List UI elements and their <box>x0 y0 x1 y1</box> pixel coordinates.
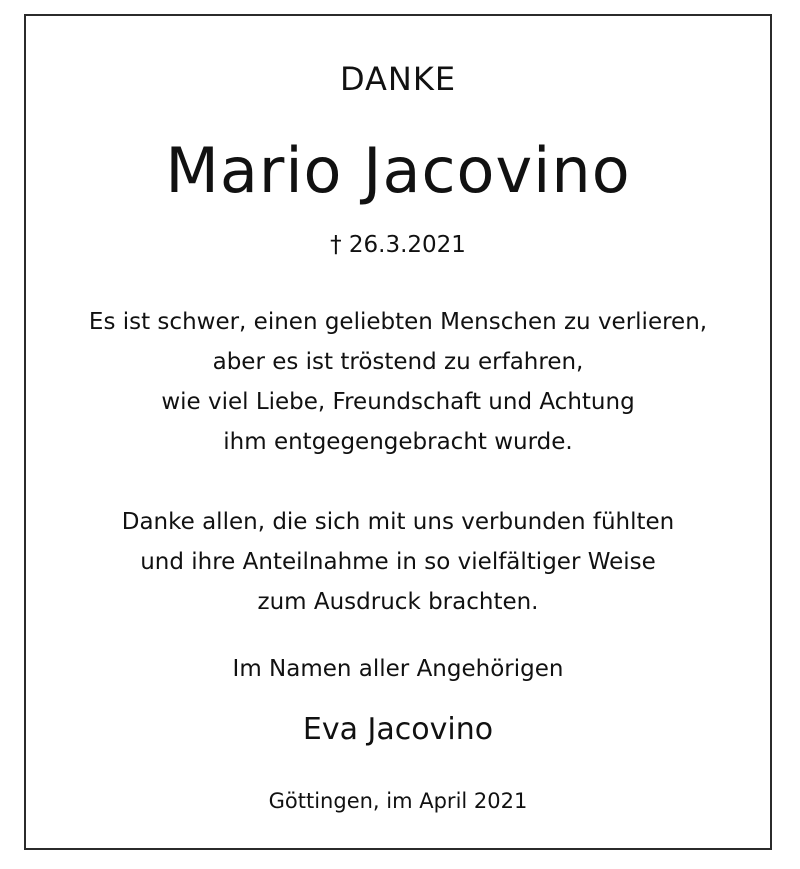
paragraph-line: wie viel Liebe, Freundschaft und Achtung <box>161 389 635 415</box>
paragraph-line: ihm entgegengebracht wurde. <box>223 429 573 455</box>
notice-content <box>26 16 770 848</box>
place-and-date: Göttingen, im April 2021 <box>268 789 528 813</box>
signature-name: Eva Jacovino <box>302 712 494 747</box>
paragraph-line: und ihre Anteilnahme in so vielfältiger Weise <box>140 549 656 575</box>
deceased-name: Mario Jacovino <box>165 134 631 207</box>
thanks-paragraph <box>26 502 770 622</box>
death-date: † 26.3.2021 <box>330 232 466 258</box>
paragraph-line: zum Ausdruck brachten. <box>257 589 539 615</box>
gratitude-paragraph <box>26 302 770 462</box>
paragraph-line: Danke allen, die sich mit uns verbunden fühlten <box>121 509 675 535</box>
paragraph-line: Es ist schwer, einen geliebten Menschen zu verlieren, <box>88 309 708 335</box>
closing-line: Im Namen aller Angehörigen <box>232 656 564 682</box>
notice-frame <box>24 14 772 850</box>
notice-heading: DANKE <box>339 60 457 98</box>
paragraph-line: aber es ist tröstend zu erfahren, <box>212 349 584 375</box>
